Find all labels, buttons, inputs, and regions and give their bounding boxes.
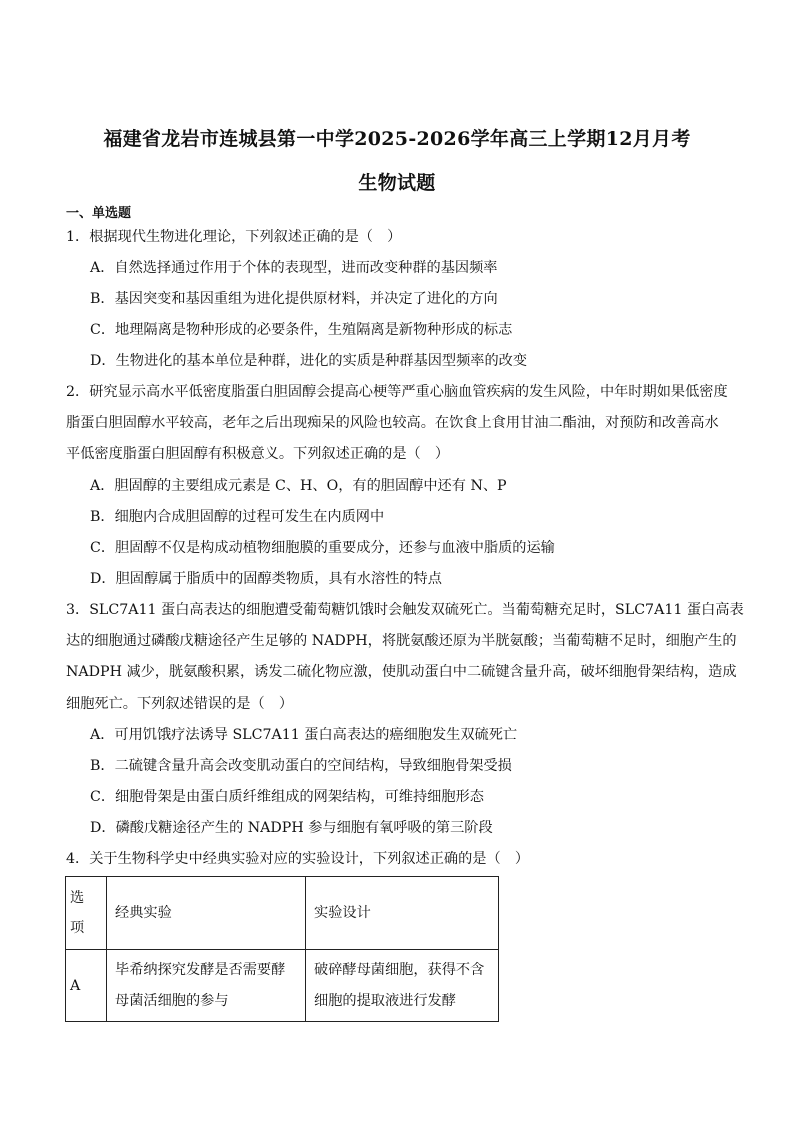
row-design-line-2: 细胞的提取液进行发酵 xyxy=(314,992,456,1009)
question-3-option-c: C．细胞骨架是由蛋白质纤维组成的网架结构，可维持细胞形态 xyxy=(90,789,484,805)
header-option-line-2: 项 xyxy=(70,920,85,936)
row-experiment-cell xyxy=(107,950,306,1022)
question-3-option-b: B．二硫键含量升高会改变肌动蛋白的空间结构，导致细胞骨架受损 xyxy=(90,758,512,774)
question-2-option-a: A．胆固醇的主要组成元素是 C、H、O，有的胆固醇中还有 N、P xyxy=(90,478,507,494)
question-2-option-d: D．胆固醇属于脂质中的固醇类物质，具有水溶性的特点 xyxy=(90,571,442,587)
question-3-stem-line-4: 细胞死亡。下列叙述错误的是（ ） xyxy=(66,696,294,712)
question-1-stem: 1．根据现代生物进化理论，下列叙述正确的是（ ） xyxy=(66,229,402,245)
header-option-line-1: 选 xyxy=(70,890,85,906)
header-experiment-cell: 经典实验 xyxy=(107,877,306,950)
header-option-cell xyxy=(66,877,107,950)
row-option-label: A xyxy=(70,977,81,994)
row-design-cell xyxy=(306,950,499,1022)
question-3-stem-line-2: 达的细胞通过磷酸戊糖途径产生足够的 NADPH，将胱氨酸还原为半胱氨酸；当葡萄糖不足时，细胞产生的 xyxy=(66,633,737,649)
row-design-line-1: 破碎酵母菌细胞，获得不含 xyxy=(314,961,485,978)
question-2-stem-line-3: 平低密度脂蛋白胆固醇有积极意义。下列叙述正确的是（ ） xyxy=(66,446,450,462)
question-1-option-b: B．基因突变和基因重组为进化提供原材料，并决定了进化的方向 xyxy=(90,291,498,307)
question-1-option-d: D．生物进化的基本单位是种群，进化的实质是种群基因型频率的改变 xyxy=(90,353,528,369)
table-header-row xyxy=(66,877,499,950)
row-experiment-line-2: 母菌活细胞的参与 xyxy=(115,992,229,1009)
question-1-option-a: A．自然选择通过作用于个体的表现型，进而改变种群的基因频率 xyxy=(90,260,498,276)
table-row xyxy=(66,950,499,1022)
question-4-stem: 4．关于生物科学史中经典实验对应的实验设计，下列叙述正确的是（ ） xyxy=(66,851,530,867)
question-2-option-c: C．胆固醇不仅是构成动植物细胞膜的重要成分，还参与血液中脂质的运输 xyxy=(90,540,555,556)
exam-subtitle: 生物试题 xyxy=(358,172,436,194)
exam-title: 福建省龙岩市连城县第一中学2025-2026学年高三上学期12月月考 xyxy=(103,128,691,150)
question-3-stem-line-1: 3．SLC7A11 蛋白高表达的细胞遭受葡萄糖饥饿时会触发双硫死亡。当葡萄糖充足时，SLC7A11 蛋白高表 xyxy=(66,602,744,618)
question-4-table xyxy=(65,876,499,1022)
row-option-cell xyxy=(66,950,107,1022)
question-3-option-a: A．可用饥饿疗法诱导 SLC7A11 蛋白高表达的癌细胞发生双硫死亡 xyxy=(90,727,518,743)
question-3-stem-line-3: NADPH 减少，胱氨酸积累，诱发二硫化物应激，使肌动蛋白中二硫键含量升高，破坏细胞骨架结构，造成 xyxy=(66,664,737,680)
question-3-option-d: D．磷酸戊糖途径产生的 NADPH 参与细胞有氧呼吸的第三阶段 xyxy=(90,820,493,836)
section-heading: 一、单选题 xyxy=(66,206,132,221)
row-experiment-line-1: 毕希纳探究发酵是否需要酵 xyxy=(115,961,286,978)
question-1-option-c: C．地理隔离是物种形成的必要条件，生殖隔离是新物种形成的标志 xyxy=(90,322,513,338)
question-2-stem-line-2: 脂蛋白胆固醇水平较高，老年之后出现痴呆的风险也较高。在饮食上食用甘油二酯油，对预防和改善高水 xyxy=(66,415,719,431)
header-design-cell: 实验设计 xyxy=(306,877,499,950)
question-2-option-b: B．细胞内合成胆固醇的过程可发生在内质网中 xyxy=(90,509,385,525)
question-2-stem-line-1: 2．研究显示高水平低密度脂蛋白胆固醇会提高心梗等严重心脑血管疾病的发生风险，中年时期如果低密度 xyxy=(66,384,728,400)
